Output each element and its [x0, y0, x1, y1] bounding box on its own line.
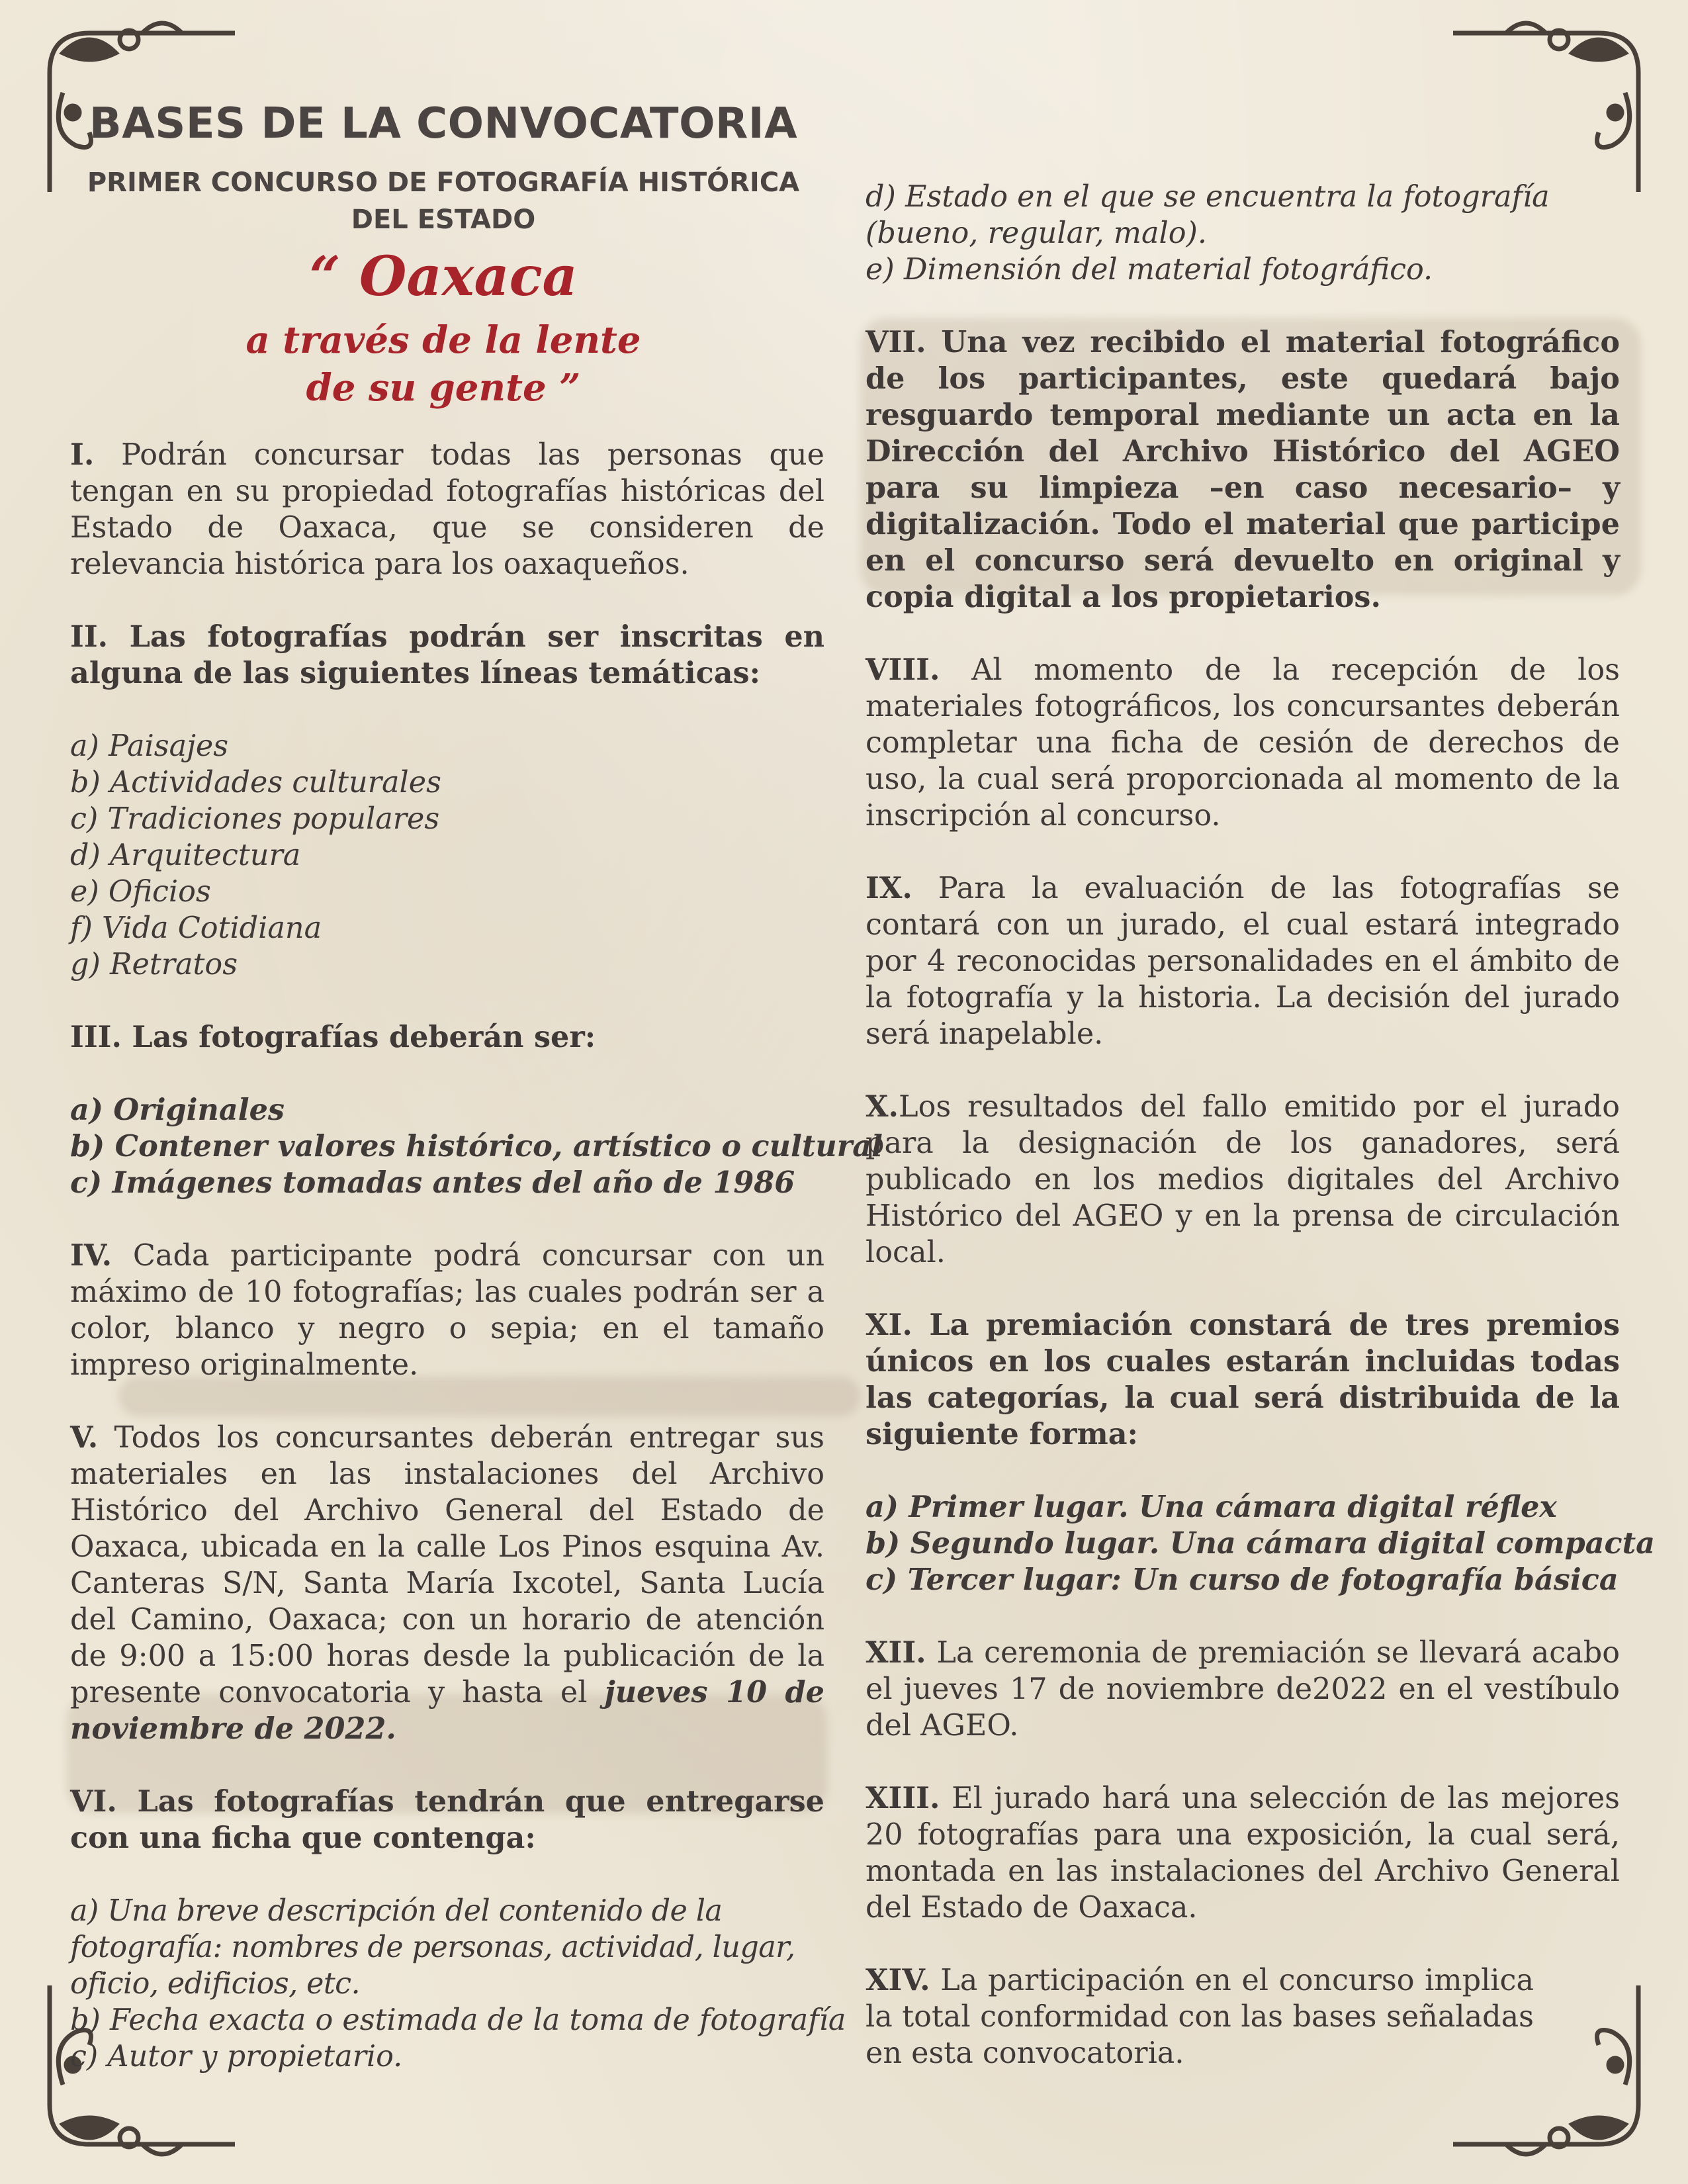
page-title: BASES DE LA CONVOCATORIA — [89, 99, 798, 148]
section-number: XII. — [866, 1635, 926, 1670]
list-item: c) Tradiciones populares — [70, 802, 440, 836]
list-item: e) Oficios — [70, 875, 211, 909]
contest-name-line: de su gente ” — [306, 366, 581, 410]
list-item: c) Tercer lugar: Un curso de fotografía básica — [866, 1563, 1619, 1597]
section-viii — [866, 652, 1620, 834]
list-item: c) Imágenes tomadas antes del año de 1986 — [70, 1165, 795, 1200]
section-xi-list — [866, 1489, 1656, 1598]
section-number: IX. — [866, 871, 912, 905]
section-vi-list — [70, 1893, 846, 2075]
section-text: Cada participante podrá concursar con un máximo de 10 fotografías; las cuales podrán ser a color, blanco y negro o sepia; en el tamaño impreso originalmente. — [70, 1239, 824, 1382]
list-item: d) Arquitectura — [70, 839, 301, 872]
section-vi-heading: VI. Las fotografías tendrán que entregarse con una ficha que contenga: — [70, 1784, 824, 1855]
section-xii — [866, 1635, 1620, 1744]
section-text: Todos los concursantes deberán entregar sus materiales en las instalaciones del Archivo Histórico del Archivo General del Estado de Oaxaca, ubicada en la calle Los Pinos esquina Av. Canteras S/N, Santa María Ixcotel, Santa Lucía del Camino, Oaxaca; con un horario de atención de 9:00 a 15:00 horas desde la publicación de la presente convocatoria y hasta el — [70, 1421, 824, 1709]
list-item: e) Dimensión del material fotográfico. — [866, 253, 1433, 287]
section-text: Podrán concursar todas las personas que tengan en su propiedad fotografías históricas del Estado de Oaxaca, que se consideren de relevancia histórica para los oaxaqueños. — [70, 438, 824, 581]
section-number: XIII. — [866, 1781, 940, 1815]
list-item: c) Autor y propietario. — [70, 2040, 403, 2073]
contest-name-line: a través de la lente — [245, 318, 641, 362]
contest-name-title: “ Oaxaca — [309, 245, 578, 308]
section-number: X. — [866, 1089, 899, 1124]
section-text: Al momento de la recepción de los materiales fotográficos, los concursantes deberán completar una ficha de cesión de derechos de uso, la cual será proporcionada al momento de la inscripción al concurso. — [866, 653, 1620, 833]
section-text: El jurado hará una selección de las mejores 20 fotografías para una exposición, la cual será, montada en las instalaciones del Archivo General del Estado de Oaxaca. — [866, 1782, 1620, 1925]
list-item: g) Retratos — [70, 948, 238, 981]
section-iv — [70, 1238, 824, 1383]
page-subtitle — [86, 164, 801, 238]
list-item: f) Vida Cotidiana — [70, 911, 322, 945]
section-number: I. — [70, 437, 95, 472]
list-item: b) Segundo lugar. Una cámara digital compacta — [866, 1526, 1656, 1561]
section-xiv — [866, 1962, 1534, 2071]
subtitle-line: DEL ESTADO — [351, 205, 536, 235]
section-ii-list — [70, 728, 824, 983]
subtitle-line: PRIMER CONCURSO DE FOTOGRAFÍA HISTÓRICA — [87, 167, 800, 198]
list-item: a) Paisajes — [70, 729, 229, 763]
list-item: a) Primer lugar. Una cámara digital réflex — [866, 1490, 1557, 1524]
list-item: b) Fecha exacta o estimada de la toma de fotografía — [70, 2003, 846, 2037]
list-item: b) Contener valores histórico, artístico o cultural — [70, 1129, 883, 1163]
section-text: Para la evaluación de las fotografías se contará con un jurado, el cual estará integrado por 4 reconocidas personalidades en el ámbito de la fotografía y la historia. La decisión del jurado será inapelable. — [866, 872, 1620, 1051]
section-text: La ceremonia de premiación se llevará acabo el jueves 17 de noviembre de2022 en el vestíbulo del AGEO. — [866, 1636, 1620, 1743]
section-vii: VII. Una vez recibido el material fotográfico de los participantes, este quedará bajo resguardo temporal mediante un acta en la Dirección del Archivo Histórico del AGEO para su limpieza –en caso necesario– y digitalización. Todo el material que participe en el concurso será devuelto en original y copia digital a los propietarios. — [866, 325, 1620, 614]
list-item: a) Una breve descripción del contenido de la fotografía: nombres de personas, actividad, lugar, oficio, edificios, etc. — [70, 1894, 795, 2001]
section-iii-heading: III. Las fotografías deberán ser: — [70, 1020, 596, 1054]
section-x — [866, 1089, 1620, 1271]
list-item: a) Originales — [70, 1093, 285, 1127]
section-text: Los resultados del fallo emitido por el jurado para la designación de los ganadores, será publicado en los medios digitales del Archivo Histórico del AGEO y en la prensa de circulación local. — [866, 1090, 1620, 1269]
deadline-date: jueves 10 de noviembre de 2022. — [70, 1675, 824, 1746]
list-item: d) Estado en el que se encuentra la fotografía (bueno, regular, malo). — [866, 180, 1550, 250]
section-number: V. — [70, 1420, 99, 1455]
section-number: XIV. — [866, 1963, 930, 1997]
section-text: La participación en el concurso implica la total conformidad con las bases señaladas en esta convocatoria. — [866, 1964, 1534, 2070]
section-iii-list — [70, 1092, 883, 1201]
section-vi-list-continued — [866, 179, 1620, 288]
list-item: b) Actividades culturales — [70, 766, 441, 799]
section-number: IV. — [70, 1238, 112, 1273]
section-ix — [866, 870, 1620, 1052]
corner-ornament-top-right — [1440, 13, 1652, 199]
section-v — [70, 1420, 824, 1747]
section-xi-heading: XI. La premiación constará de tres premios únicos en los cuales estarán incluidas todas las categorías, la cual será distribuida de la siguiente forma: — [866, 1308, 1620, 1451]
section-ii-heading: II. Las fotografías podrán ser inscritas en alguna de las siguientes líneas temáticas: — [70, 619, 824, 690]
section-xiii — [866, 1780, 1620, 1926]
contest-name-subtitle — [86, 316, 801, 412]
section-number: VIII. — [866, 653, 940, 687]
section-i — [70, 437, 824, 582]
